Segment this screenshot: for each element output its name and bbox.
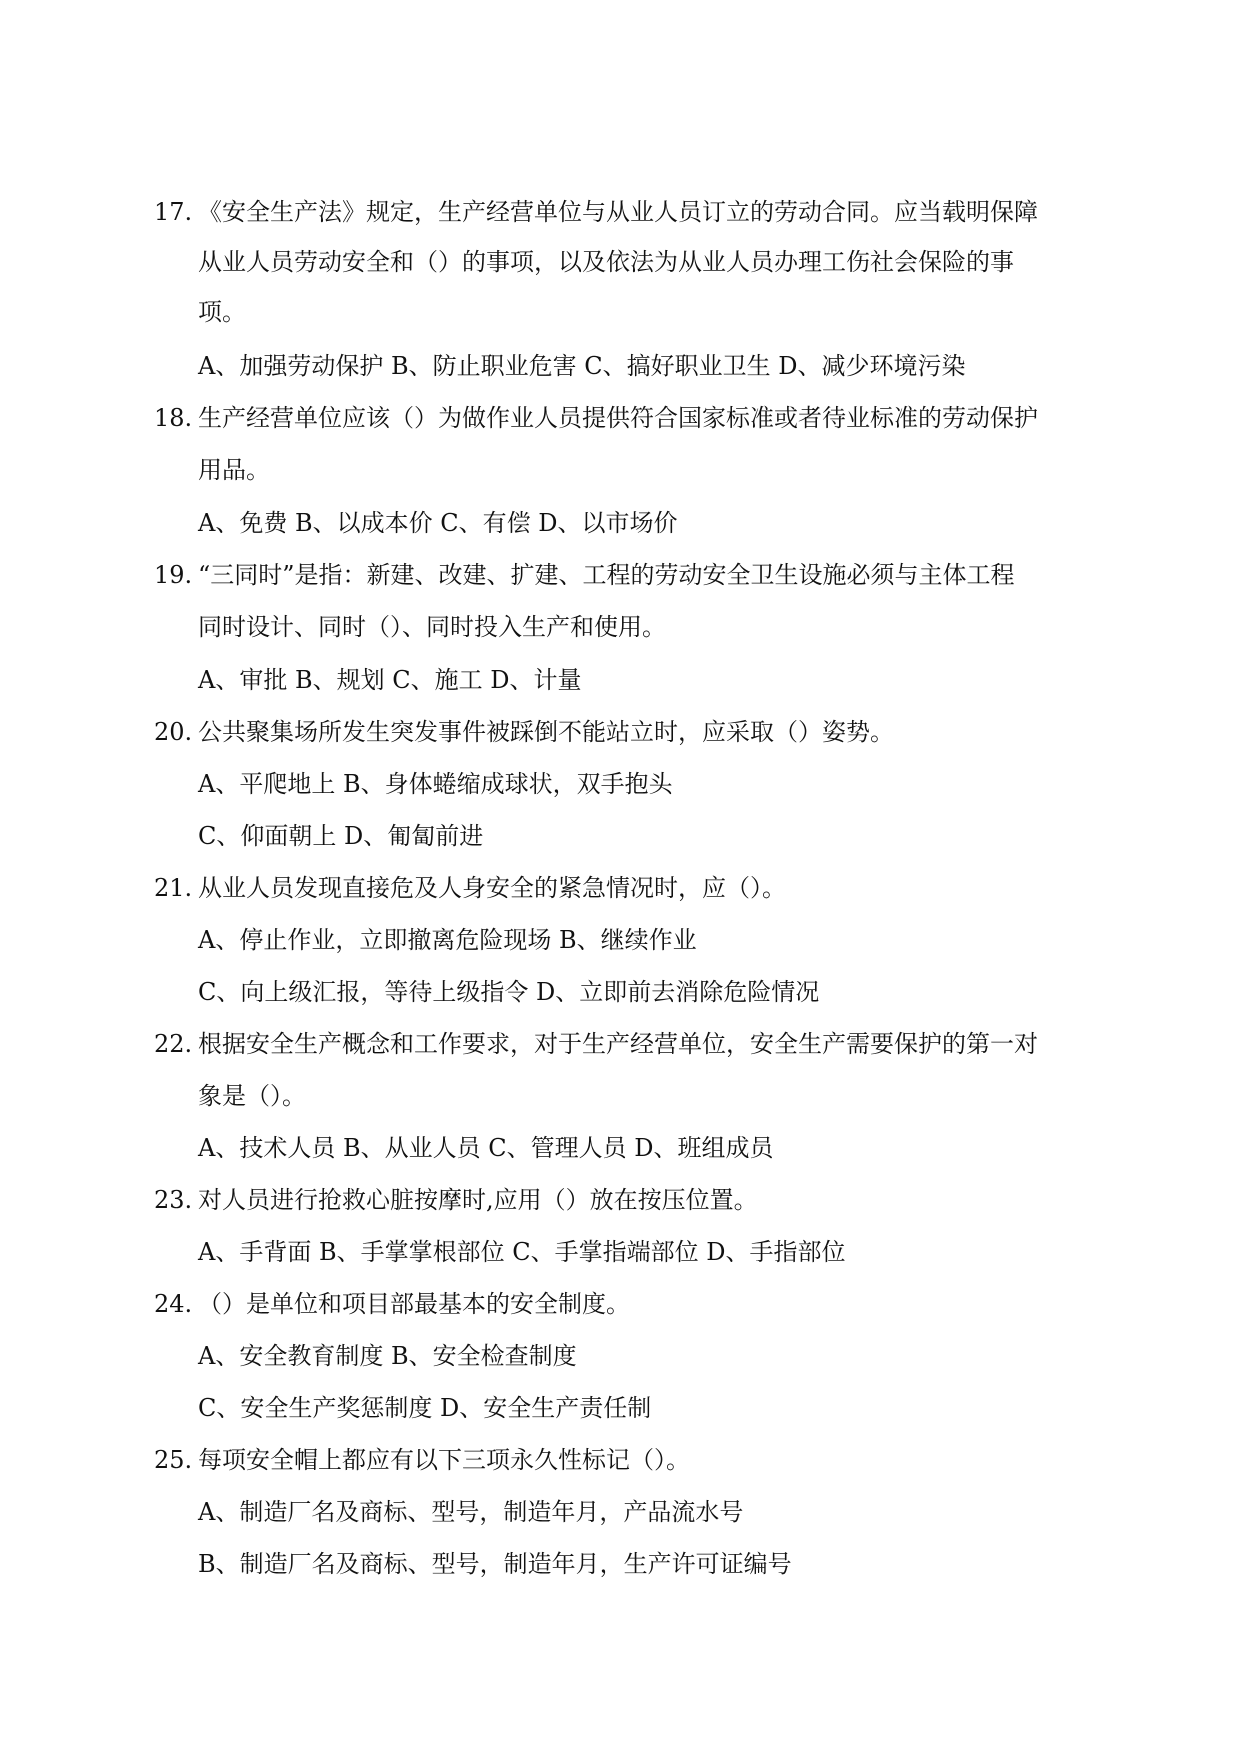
question-25-text: 每项安全帽上都应有以下三项永久性标记（）。 xyxy=(198,1446,690,1474)
question-24-text: （）是单位和项目部最基本的安全制度。 xyxy=(198,1290,630,1318)
question-23-text: 对人员进行抢救心脏按摩时,应用（）放在按压位置。 xyxy=(198,1186,758,1214)
question-17-number: 17. xyxy=(154,198,193,226)
question-21-options-1: A、停止作业，立即撤离危险现场 B、继续作业 xyxy=(198,926,697,954)
question-19-line-1 xyxy=(0,560,1241,590)
question-25-options-1: A、制造厂名及商标、型号，制造年月，产品流水号 xyxy=(198,1498,744,1526)
question-20-line-1 xyxy=(0,717,1241,747)
question-22-line-1 xyxy=(0,1029,1241,1059)
question-22-number: 22. xyxy=(154,1030,193,1058)
question-20-options-2: C、仰面朝上 D、匍匐前进 xyxy=(198,822,484,850)
question-19-options: A、审批 B、规划 C、施工 D、计量 xyxy=(198,666,582,694)
question-22-text: 根据安全生产概念和工作要求，对于生产经营单位，安全生产需要保护的第一对 xyxy=(198,1030,1038,1058)
question-17-line-3: 项。 xyxy=(198,298,246,326)
question-25-number: 25. xyxy=(154,1446,193,1474)
question-18-line-1 xyxy=(0,403,1241,433)
question-17-text: 《安全生产法》规定，生产经营单位与从业人员订立的劳动合同。应当载明保障 xyxy=(198,198,1038,226)
question-20-text: 公共聚集场所发生突发事件被踩倒不能站立时，应采取（）姿势。 xyxy=(198,718,894,746)
question-19-line-2: 同时设计、同时（）、同时投入生产和使用。 xyxy=(198,613,666,641)
question-21-number: 21. xyxy=(154,874,193,902)
question-19-number: 19. xyxy=(154,561,193,589)
question-17-line-1 xyxy=(0,197,1241,227)
question-23-line-1 xyxy=(0,1185,1241,1215)
question-19-text: “三同时”是指：新建、改建、扩建、工程的劳动安全卫生设施必须与主体工程 xyxy=(198,561,1015,589)
question-20-options-1: A、平爬地上 B、身体蜷缩成球状，双手抱头 xyxy=(198,770,673,798)
question-18-line-2: 用品。 xyxy=(198,456,270,484)
question-22-line-2: 象是（）。 xyxy=(198,1082,306,1110)
question-21-line-1 xyxy=(0,873,1241,903)
question-18-options: A、免费 B、以成本价 C、有偿 D、以市场价 xyxy=(198,509,678,537)
question-24-options-2: C、安全生产奖惩制度 D、安全生产责任制 xyxy=(198,1394,652,1422)
question-24-line-1 xyxy=(0,1289,1241,1319)
question-24-options-1: A、安全教育制度 B、安全检查制度 xyxy=(198,1342,577,1370)
question-25-line-1 xyxy=(0,1445,1241,1475)
question-17-options: A、加强劳动保护 B、防止职业危害 C、搞好职业卫生 D、减少环境污染 xyxy=(198,352,966,380)
question-22-options: A、技术人员 B、从业人员 C、管理人员 D、班组成员 xyxy=(198,1134,774,1162)
question-18-number: 18. xyxy=(154,404,193,432)
question-20-number: 20. xyxy=(154,718,193,746)
question-21-text: 从业人员发现直接危及人身安全的紧急情况时，应（）。 xyxy=(198,874,786,902)
question-24-number: 24. xyxy=(154,1290,193,1318)
question-23-number: 23. xyxy=(154,1186,193,1214)
question-18-text: 生产经营单位应该（）为做作业人员提供符合国家标准或者待业标准的劳动保护 xyxy=(198,404,1038,432)
question-23-options: A、手背面 B、手掌掌根部位 C、手掌指端部位 D、手指部位 xyxy=(198,1238,846,1266)
question-25-options-2: B、制造厂名及商标、型号，制造年月，生产许可证编号 xyxy=(198,1550,792,1578)
question-21-options-2: C、向上级汇报，等待上级指令 D、立即前去消除危险情况 xyxy=(198,978,820,1006)
question-17-line-2: 从业人员劳动安全和（）的事项，以及依法为从业人员办理工伤社会保险的事 xyxy=(198,248,1014,276)
